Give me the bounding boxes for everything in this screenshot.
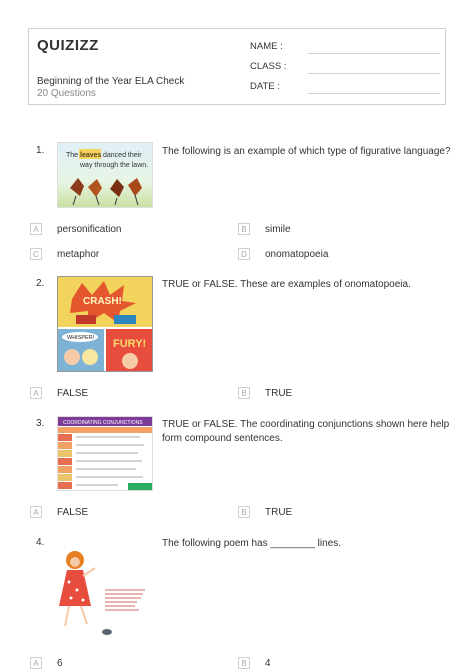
option-b-text[interactable]: simile bbox=[265, 224, 291, 235]
option-d-text[interactable]: onomatopoeia bbox=[265, 249, 329, 260]
conjunctions-title: COORDINATING CONJUNCTIONS bbox=[63, 420, 143, 426]
leaves-illustration bbox=[58, 143, 153, 208]
leaves-caption-leaves: leaves bbox=[80, 152, 102, 159]
leaves-caption-the: The bbox=[66, 152, 79, 159]
date-field[interactable] bbox=[250, 81, 280, 92]
option-b-letter[interactable]: B bbox=[238, 657, 250, 669]
leaves-image bbox=[57, 142, 153, 208]
poem-illustration bbox=[57, 548, 153, 640]
fury-text: FURY! bbox=[113, 338, 147, 350]
option-c-text[interactable]: metaphor bbox=[57, 249, 100, 260]
option-a-letter[interactable]: A bbox=[30, 223, 42, 235]
date-label: DATE : bbox=[250, 81, 280, 92]
question-number: 2. bbox=[36, 278, 45, 289]
option-b-text[interactable]: TRUE bbox=[265, 388, 293, 399]
option-a-text[interactable]: 6 bbox=[57, 658, 63, 669]
option-b-letter[interactable]: B bbox=[238, 223, 250, 235]
option-b-letter[interactable]: B bbox=[238, 387, 250, 399]
class-field[interactable] bbox=[250, 61, 286, 72]
option-c-letter[interactable]: C bbox=[30, 248, 42, 260]
leaves-caption-way: way through the lawn. bbox=[80, 162, 149, 169]
name-line bbox=[308, 53, 440, 54]
question-text: The following poem has ________ lines. bbox=[162, 538, 342, 549]
conjunctions-table bbox=[58, 417, 153, 491]
onomatopoeia-image bbox=[57, 276, 153, 372]
question-text: TRUE or FALSE. The coordinating conjunctions shown here help form compound sentences. bbox=[162, 419, 450, 444]
name-field[interactable] bbox=[250, 41, 283, 52]
name-label: NAME : bbox=[250, 41, 283, 52]
question-text: TRUE or FALSE. These are examples of onomatopoeia. bbox=[162, 279, 411, 290]
question-number: 3. bbox=[36, 418, 45, 429]
option-a-text[interactable]: FALSE bbox=[57, 507, 89, 518]
option-a-text[interactable]: personification bbox=[57, 224, 122, 235]
conjunctions-chart-image bbox=[57, 416, 153, 491]
option-b-letter[interactable]: B bbox=[238, 506, 250, 518]
option-b-text[interactable]: TRUE bbox=[265, 507, 293, 518]
option-b-text[interactable]: 4 bbox=[265, 658, 271, 669]
crash-text: CRASH! bbox=[83, 296, 122, 307]
option-d-letter[interactable]: D bbox=[238, 248, 250, 260]
class-line bbox=[308, 73, 440, 74]
question-text: The following is an example of which type of figurative language? bbox=[162, 146, 451, 157]
option-a-letter[interactable]: A bbox=[30, 657, 42, 669]
worksheet-header bbox=[28, 28, 446, 105]
whisper-text: WHISPER! bbox=[67, 335, 95, 341]
option-a-letter[interactable]: A bbox=[30, 506, 42, 518]
worksheet-title: Beginning of the Year ELA Check bbox=[37, 76, 185, 87]
leaves-caption-danced: danced their bbox=[103, 152, 142, 159]
onomatopoeia-comic bbox=[58, 277, 153, 372]
question-number: 1. bbox=[36, 145, 45, 156]
question-number: 4. bbox=[36, 537, 45, 548]
date-line bbox=[308, 93, 440, 94]
quizizz-logo: QUIZIZZ bbox=[37, 37, 99, 54]
class-label: CLASS : bbox=[250, 61, 287, 72]
option-a-letter[interactable]: A bbox=[30, 387, 42, 399]
question-count: 20 Questions bbox=[37, 88, 96, 99]
poem-image bbox=[57, 548, 153, 640]
option-a-text[interactable]: FALSE bbox=[57, 388, 89, 399]
